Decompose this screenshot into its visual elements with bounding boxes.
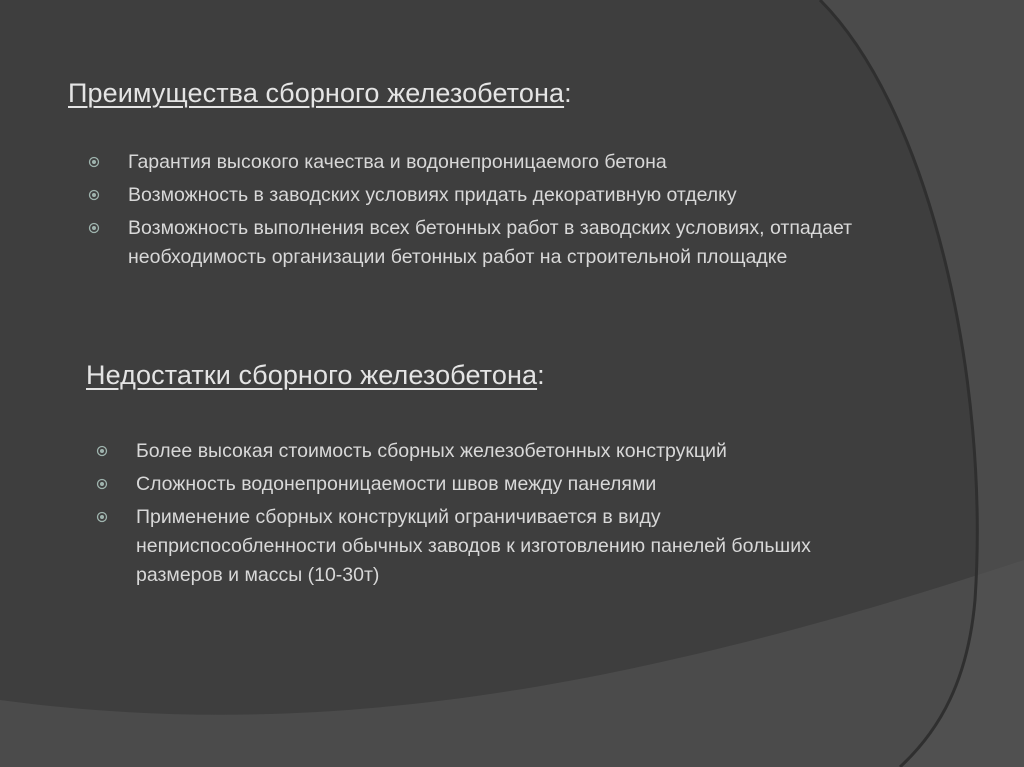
circle-bullet-icon xyxy=(96,478,108,490)
circle-bullet-icon xyxy=(96,511,108,523)
disadvantages-heading xyxy=(86,360,545,391)
disadvantage-text-3: Применение сборных конструкций ограничивается в виду неприспособленности обычных заводов к изготовлению панелей больших размеров и массы (10-30т) xyxy=(136,506,811,586)
disadvantages-list xyxy=(96,437,856,594)
list-item xyxy=(88,148,888,177)
disadvantages-colon: : xyxy=(537,360,545,390)
disadvantage-text-2: Сложность водонепроницаемости швов между панелями xyxy=(136,473,657,495)
advantage-text-3: Возможность выполнения всех бетонных работ в заводских условиях, отпадает необходимость организации бетонных работ на строительной площадке xyxy=(128,217,853,268)
list-item xyxy=(96,437,856,466)
circle-bullet-icon xyxy=(96,445,108,457)
list-item xyxy=(88,214,888,272)
circle-bullet-icon xyxy=(88,189,100,201)
advantages-list xyxy=(88,148,888,276)
advantages-heading xyxy=(68,78,572,109)
advantages-colon: : xyxy=(564,78,572,108)
list-item xyxy=(96,470,856,499)
circle-bullet-icon xyxy=(88,222,100,234)
list-item xyxy=(88,181,888,210)
circle-bullet-icon xyxy=(88,156,100,168)
advantages-title: Преимущества сборного железобетона xyxy=(68,78,565,108)
advantage-text-1: Гарантия высокого качества и водонепроницаемого бетона xyxy=(128,151,667,173)
advantage-text-2: Возможность в заводских условиях придать декоративную отделку xyxy=(128,184,737,206)
disadvantages-title: Недостатки сборного железобетона xyxy=(86,360,538,390)
disadvantage-text-1: Более высокая стоимость сборных железобетонных конструкций xyxy=(136,440,727,462)
list-item xyxy=(96,503,856,590)
